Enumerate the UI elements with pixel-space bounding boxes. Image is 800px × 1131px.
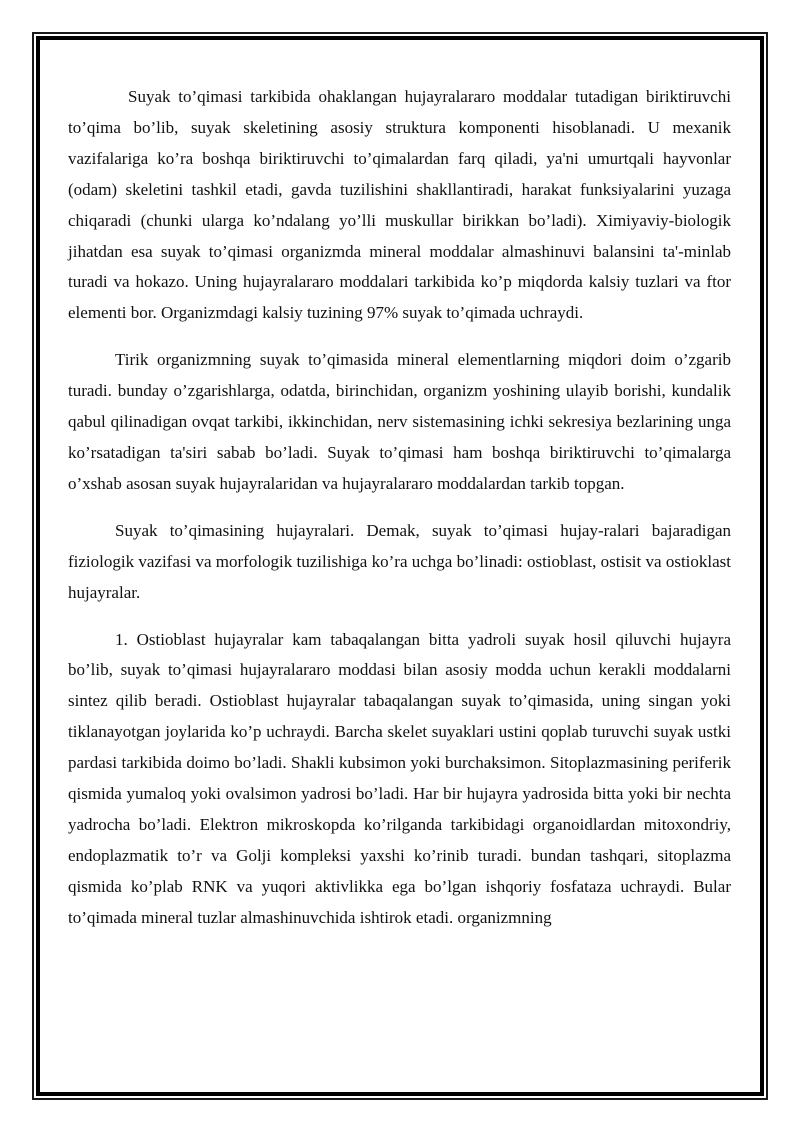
paragraph-2: Tirik organizmning suyak to’qimasida mineral elementlarning miqdori doim o’zgarib turadi. bunday o’zgarishlarga, odatda, birinchidan, organizm yoshining ulayib borishi, kundalik qabul qilinadigan ovqat tarkibi, ikkinchidan, nerv sistemasining ichki sekresiya bezlarining unga ko’rsatadigan ta'siri sabab bo’ladi. Suyak to’qimasi ham boshqa biriktiruvchi to’qimalarga o’xshab asosan suyak hujayralaridan va hujayralararo moddalardan tarkib topgan. [68,350,731,493]
paragraph-1: Suyak to’qimasi tarkibida ohaklangan hujayralararo moddalar tutadigan biriktiruvchi to’qima bo’lib, suyak skeletining asosiy struktura komponenti hisoblanadi. U mexanik vazifalariga ko’ra boshqa biriktiruvchi to’qimalardan farq qiladi, ya'ni umurtqali hayvonlar (odam) skeletini tashkil etadi, gavda tuzilishini shakllantiradi, harakat funksiyalarini yuzaga chiqaradi (chunki ularga ko’ndalang yo’lli muskullar birikkan bo’ladi). Ximiyaviy-biologik jihatdan esa suyak to’qimasi organizmda mineral moddalar almashinuvi balansini ta'-minlab turadi va hokazo. Uning hujayralararo moddalari tarkibida ko’p miqdorda kalsiy tuzlari va ftor elementi bor. Organizmdagi kalsiy tuzining 97% suyak to’qimada uchraydi. [68,87,731,323]
paragraph-3: Suyak to’qimasining hujayralari. Demak, suyak to’qimasi hujay-ralari bajaradigan fiziologik vazifasi va morfologik tuzilishiga ko’ra uchga bo’linadi: ostioblast, ostisit va ostioklast hujayralar. [68,520,731,602]
paragraph-4: 1. Ostioblast hujayralar kam tabaqalangan bitta yadroli suyak hosil qiluvchi hujayra bo’lib, suyak to’qimasi hujayralararo moddasi bilan asosiy modda uchun kerakli moddalarni sintez qilib beradi. Ostioblast hujayralar tabaqalangan suyak to’qimasida, uning singan yoki tiklanayotgan joylarida ko’p uchraydi. Barcha skelet suyaklari ustini qoplab turuvchi suyak ustki pardasi tarkibida doimo bo’ladi. Shakli kubsimon yoki burchaksimon. Sitoplazmasining periferik qismida yumaloq yoki ovalsimon yadrosi bo’ladi. Har bir hujayra yadrosida bitta yoki bir nechta yadrocha bo’ladi. Elektron mikroskopda ko’rilganda tarkibidagi organoidlardan mitoxondriy, endoplazmatik to’r va Golji kompleksi yaxshi ko’rinib turadi. bundan tashqari, sitoplazma qismida ko’plab RNK va yuqori aktivlikka ega bo’lgan ishqoriy fosfataza uchraydi. Bular to’qimada mineral tuzlar almashinuvchida ishtirok etadi. organizmning [68,629,731,927]
document-body [68,82,731,950]
